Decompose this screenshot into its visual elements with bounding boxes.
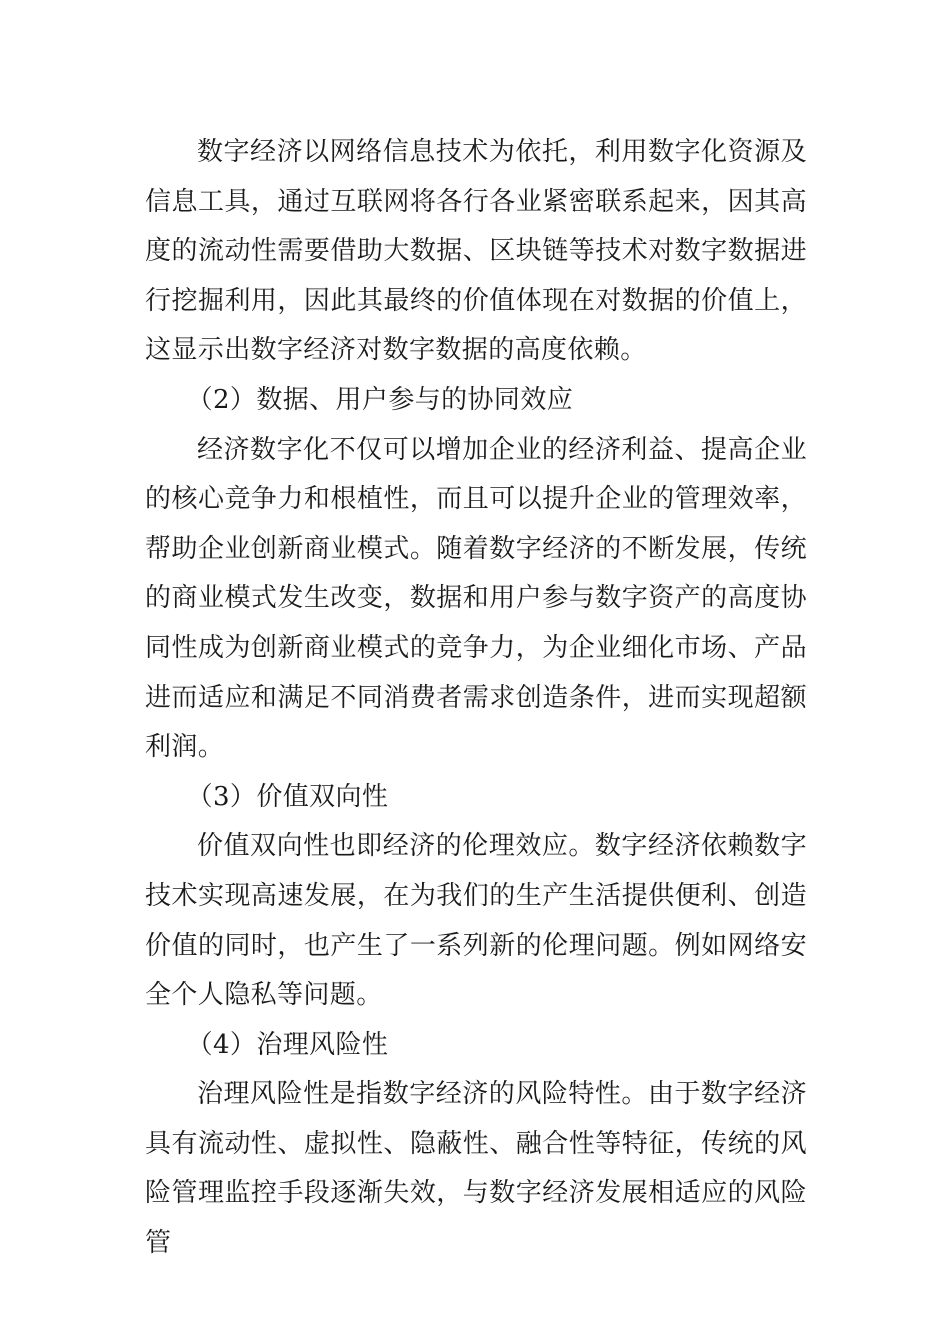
paragraph-value-bidirectional: 价值双向性也即经济的伦理效应。数字经济依赖数字技术实现高速发展，在为我们的生产生活提供便利、创造价值的同时，也产生了一系列新的伦理问题。例如网络安全个人隐私等问题。 [145,831,807,1011]
paragraph-synergy-effect: 经济数字化不仅可以增加企业的经济利益、提高企业的核心竞争力和根植性，而且可以提升企业的管理效率，帮助企业创新商业模式。随着数字经济的不断发展，传统的商业模式发生改变，数据和用户参与数字资产的高度协同性成为创新商业模式的竞争力，为企业细化市场、产品进而适应和满足不同消费者需求创造条件，进而实现超额利润。 [145,434,807,763]
section-heading-2: （2）数据、用户参与的协同效应 [186,384,574,415]
paragraph-governance-risk: 治理风险性是指数字经济的风险特性。由于数字经济具有流动性、虚拟性、隐蔽性、融合性等特征，传统的风险管理监控手段逐渐失效，与数字经济发展相适应的风险管 [145,1079,807,1259]
body-text [145,128,807,1269]
section-heading-3: （3）价值双向性 [186,781,389,812]
section-heading-4: （4）治理风险性 [186,1029,389,1060]
paragraph-digital-dependence: 数字经济以网络信息技术为依托，利用数字化资源及信息工具，通过互联网将各行各业紧密联系起来，因其高度的流动性需要借助大数据、区块链等技术对数字数据进行挖掘利用，因此其最终的价值体现在对数据的价值上，这显示出数字经济对数字数据的高度依赖。 [145,137,807,366]
